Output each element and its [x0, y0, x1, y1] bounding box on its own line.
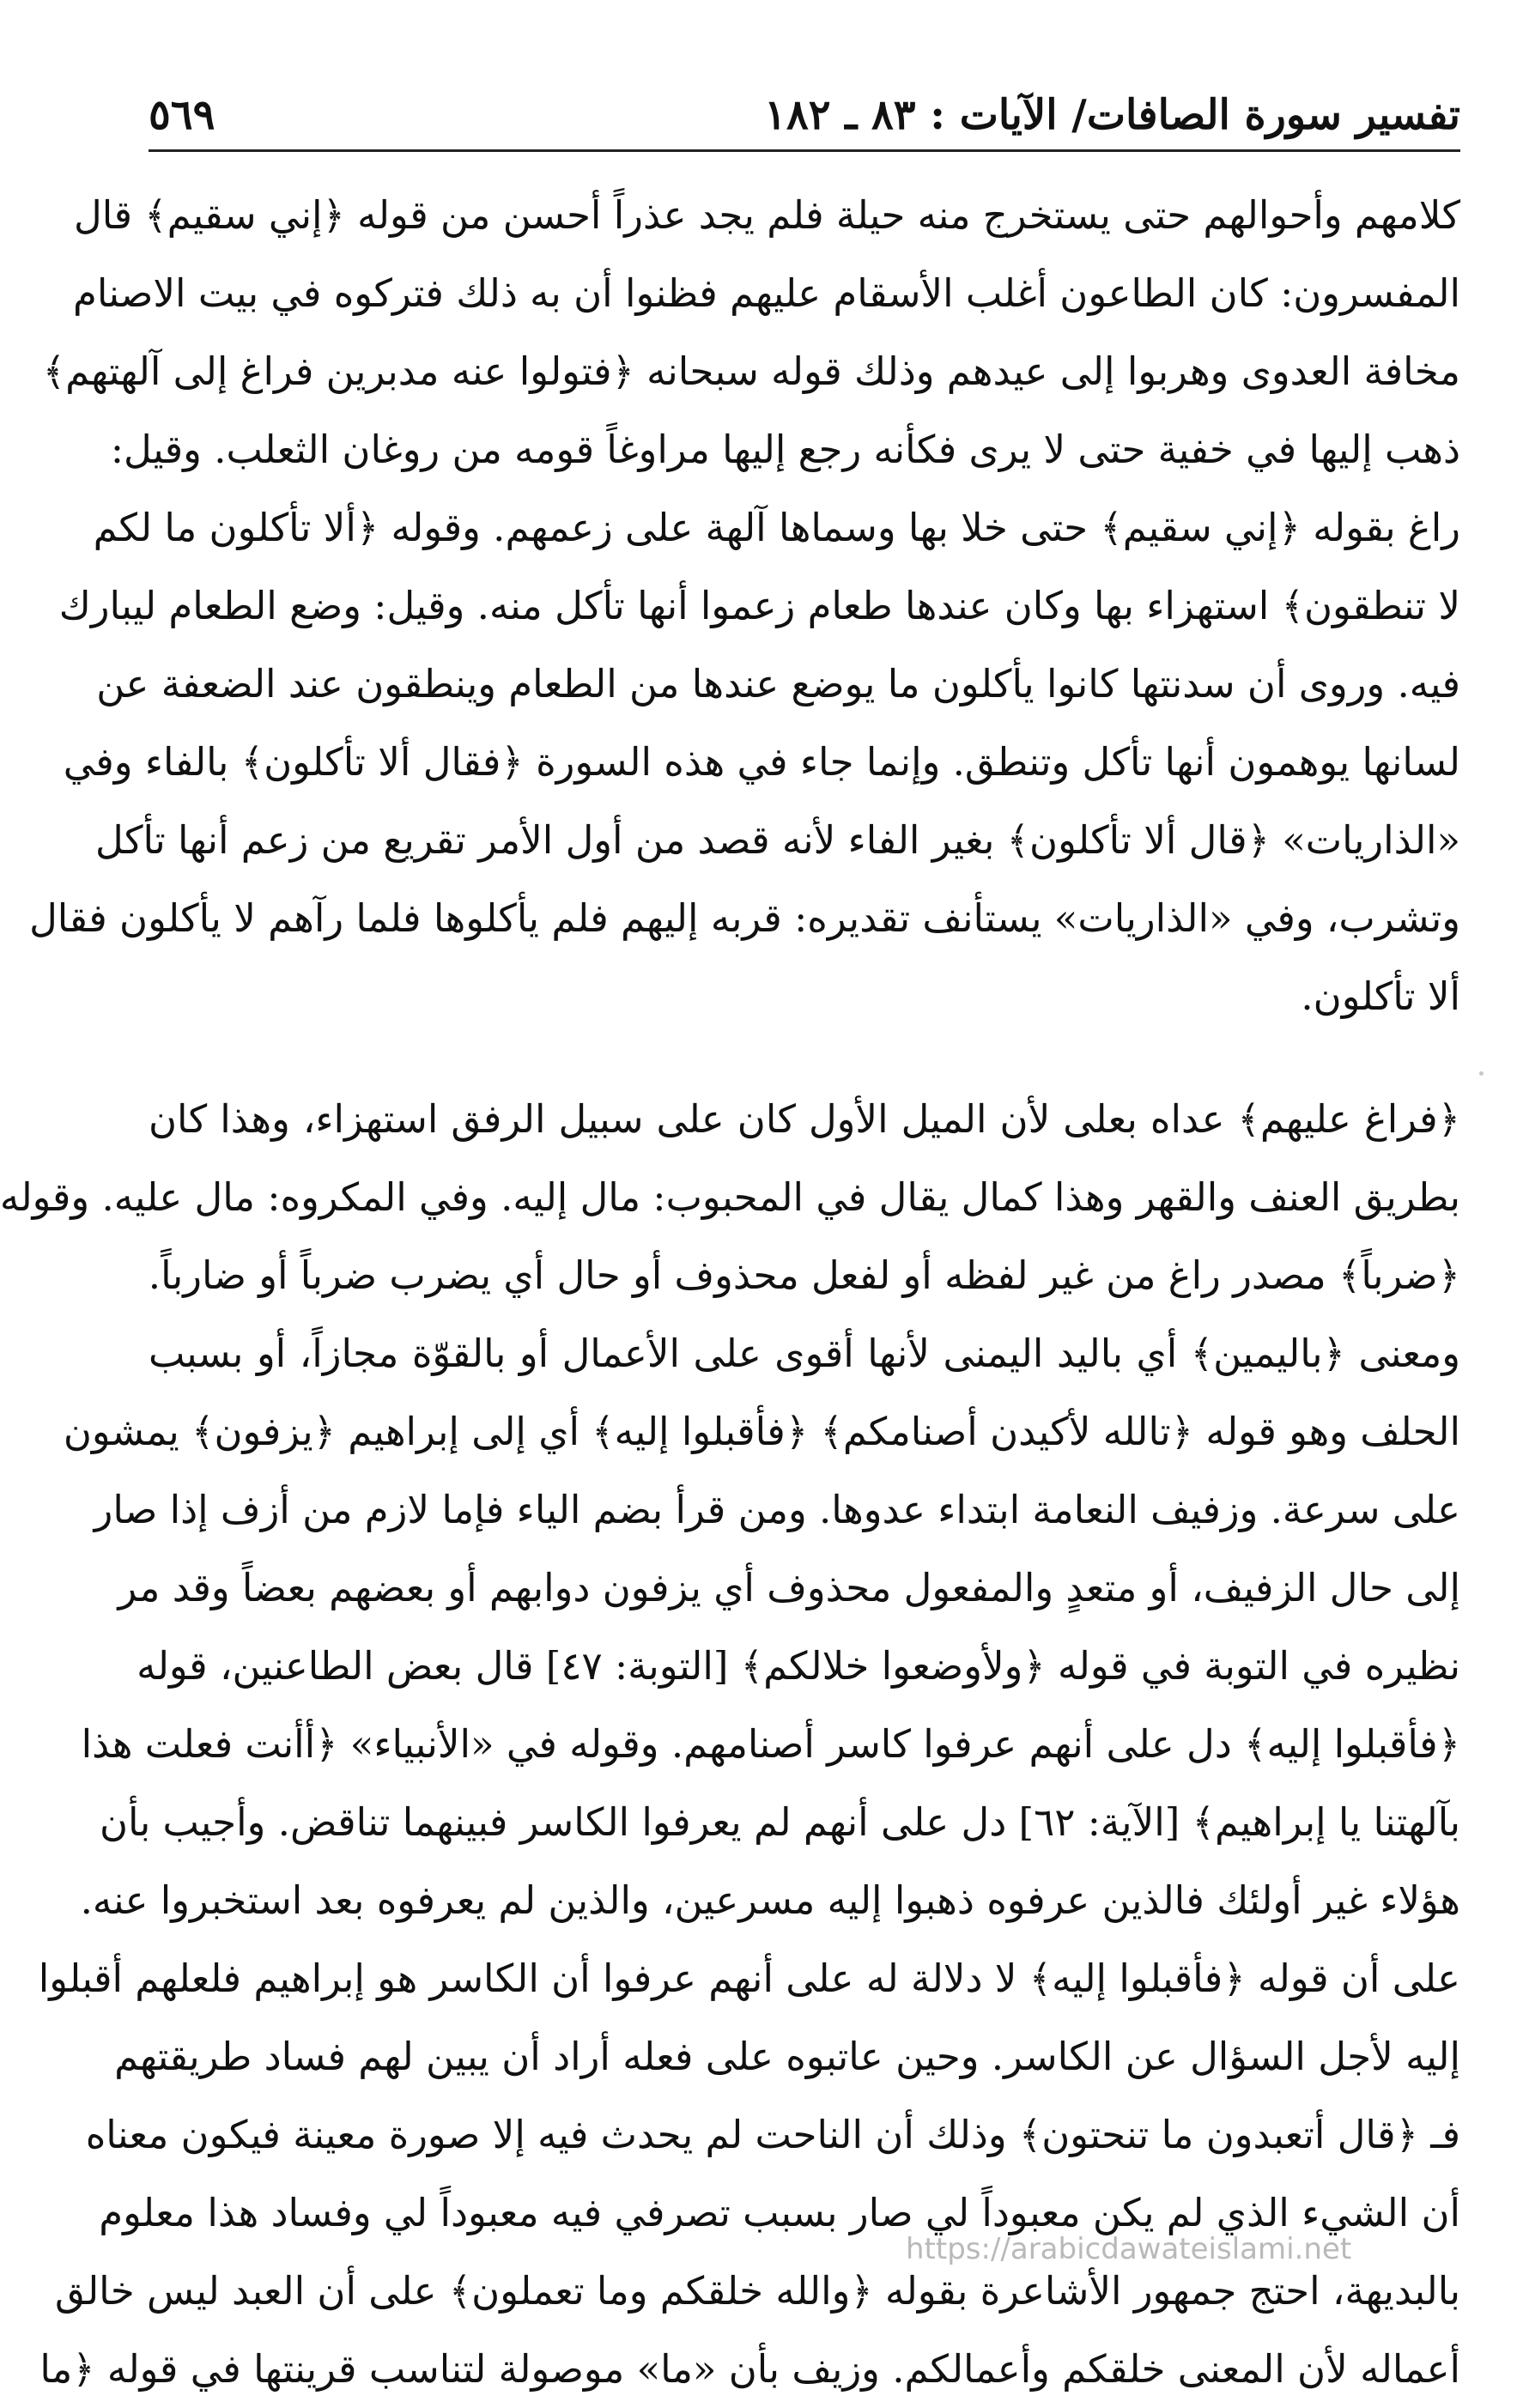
body-text	[0, 176, 1460, 2408]
text-line: لا تنطقون﴾ استهزاء بها وكان عندها طعام زعموا أنها تأكل منه. وقيل: وضع الطعام ليبارك	[58, 583, 1460, 628]
text-line: ﴿فراغ عليهم﴾ عداه بعلى لأن الميل الأول كان على سبيل الرفق استهزاء، وهذا كان	[149, 1096, 1460, 1142]
page-header	[149, 86, 1460, 148]
paragraph-2	[0, 1080, 1460, 2408]
text-line: «الذاريات» ﴿قال ألا تأكلون﴾ بغير الفاء لأنه قصد من أول الأمر تقريع من زعم أنها تأكل	[94, 817, 1460, 863]
text-line: بطريق العنف والقهر وهذا كمال يقال في المحبوب: مال إليه. وفي المكروه: مال عليه. وقوله	[0, 1174, 1460, 1220]
text-line: هؤلاء غير أولئك فالذين عرفوه ذهبوا إليه مسرعين، والذين لم يعرفوه بعد استخبروا عنه.	[80, 1877, 1460, 1923]
text-line: ومعنى ﴿باليمين﴾ أي باليد اليمنى لأنها أقوى على الأعمال أو بالقوّة مجازاً، أو بسبب	[149, 1331, 1460, 1376]
text-line: أن الشيء الذي لم يكن معبوداً لي صار بسبب تصرفي فيه معبوداً لي وفساد هذا معلوم	[99, 2190, 1460, 2235]
text-line: ﴿ضرباً﴾ مصدر راغ من غير لفظه أو لفعل محذوف أو حال أي يضرب ضرباً أو ضارباً.	[148, 1253, 1460, 1298]
text-line: إلى حال الزفيف، أو متعدٍ والمفعول محذوف أي يزفون دوابهم أو بعضهم بعضاً وقد مر	[118, 1565, 1460, 1610]
text-line: ذهب إليها في خفية حتى لا يرى فكأنه رجع إليها مراوغاً قومه من روغان الثعلب. وقيل:	[110, 427, 1460, 472]
text-line: لسانها يوهمون أنها تأكل وتنطق. وإنما جاء في هذه السورة ﴿فقال ألا تأكلون﴾ بالفاء وفي	[63, 739, 1460, 785]
running-title: تفسير سورة الصافات/ الآيات : ٨٣ ـ ١٨٢	[764, 91, 1460, 139]
text-line: نظيره في التوبة في قوله ﴿ولأوضعوا خلالكم﴾ [التوبة: ٤٧] قال بعض الطاعنين، قوله	[137, 1643, 1460, 1689]
text-line: فـ ﴿قال أتعبدون ما تنحتون﴾ وذلك أن الناحت لم يحدث فيه إلا صورة معينة فيكون معناه	[85, 2112, 1460, 2157]
text-line: على سرعة. وزفيف النعامة ابتداء عدوها. ومن قرأ بضم الياء فإما لازم من أزف إذا صار	[94, 1487, 1460, 1532]
text-line: إليه لأجل السؤال عن الكاسر. وحين عاتبوه على فعله أراد أن يبين لهم فساد طريقتهم	[114, 2034, 1460, 2079]
text-line: الحلف وهو قوله ﴿تالله لأكيدن أصنامكم﴾ ﴿فأقبلوا إليه﴾ أي إلى إبراهيم ﴿يزفون﴾ يمشون	[63, 1409, 1460, 1454]
scan-speck	[1479, 1071, 1484, 1076]
paragraph-gap	[149, 1035, 1460, 1080]
text-line: راغ بقوله ﴿إني سقيم﴾ حتى خلا بها وسماها آلهة على زعمهم. وقوله ﴿ألا تأكلون ما لكم	[93, 505, 1460, 550]
watermark-url: https://arabicdawateislami.net	[906, 2232, 1352, 2266]
text-line: بالبديهة، احتج جمهور الأشاعرة بقوله ﴿والله خلقكم وما تعملون﴾ على أن العبد ليس خالق	[54, 2268, 1460, 2314]
text-line: أعماله لأن المعنى خلقكم وأعمالكم. وزيف بأن «ما» موصولة لتناسب قرينتها في قوله ﴿ما	[39, 2346, 1460, 2392]
page-number: ٥٦٩	[149, 91, 215, 139]
text-line: فيه. وروى أن سدنتها كانوا يأكلون ما يوضع عندها من الطعام وينطقون عند الضعفة عن	[96, 661, 1460, 707]
text-line: كلامهم وأحوالهم حتى يستخرج منه حيلة فلم يجد عذراً أحسن من قوله ﴿إني سقيم﴾ قال	[74, 192, 1460, 238]
text-line: ﴿فأقبلوا إليه﴾ دل على أنهم عرفوا كاسر أصنامهم. وقوله في «الأنبياء» ﴿أأنت فعلت هذا	[81, 1721, 1460, 1767]
text-line-last: ألا تأكلون.	[1301, 974, 1460, 1019]
text-line: على أن قوله ﴿فأقبلوا إليه﴾ لا دلالة له على أنهم عرفوا أن الكاسر هو إبراهيم فلعلهم أقبلوا	[38, 1956, 1460, 2001]
header-divider	[149, 149, 1460, 152]
text-line: بآلهتنا يا إبراهيم﴾ [الآية: ٦٢] دل على أنهم لم يعرفوا الكاسر فبينهما تناقض. وأجيب بأن	[99, 1799, 1460, 1845]
paragraph-1	[29, 176, 1460, 1035]
text-line: وتشرب، وفي «الذاريات» يستأنف تقديره: قربه إليهم فلم يأكلوها فلما رآهم لا يأكلون فقال	[29, 895, 1460, 941]
text-line: المفسرون: كان الطاعون أغلب الأسقام عليهم فظنوا أن به ذلك فتركوه في بيت الاصنام	[72, 270, 1460, 316]
text-line: مخافة العدوى وهربوا إلى عيدهم وذلك قوله سبحانه ﴿فتولوا عنه مدبرين فراغ إلى آلهتهم﴾	[42, 349, 1460, 394]
